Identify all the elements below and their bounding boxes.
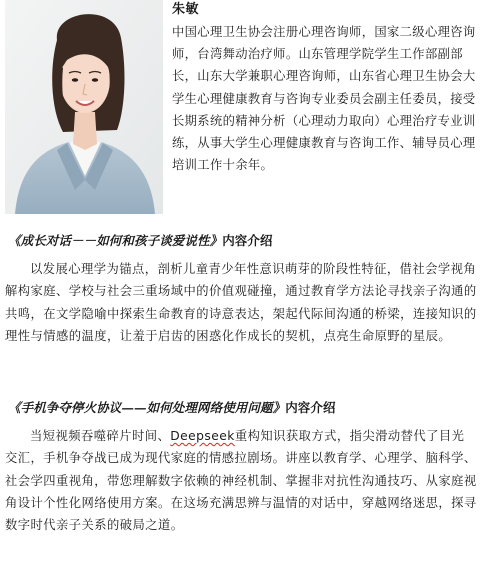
speaker-bio: 中国心理卫生协会注册心理咨询师，国家二级心理咨询师，台湾舞动治疗师。山东管理学院学生工作部副部长，山东大学兼职心理咨询师，山东省心理卫生协会大学生心理健康教育与咨询专业委员会副主任委员，接受长期系统的精神分析（心理动力取向）心理治疗专业训练，从事大学生心理健康教育与咨询工作、辅导员心理培训工作十余年。 (172, 25, 476, 173)
lecture1-description: 以发展心理学为锚点，剖析儿童青少年性意识萌芽的阶段性特征，借社会学视角解构家庭、学校与社会三重场域中的价值观碰撞，通过教育学方法论寻找亲子沟通的共鸣，在文学隐喻中探索生命教育的诗意表达，架起代际间沟通的桥梁，连接知识的理性与情感的温度，让羞于启齿的困惑化作成长的契机，点亮生命原野的星辰。 (5, 262, 477, 343)
lecture2-title: 《手机争夺停火协议——如何处理网络使用问题》 (8, 400, 286, 415)
lecture1-heading (8, 231, 478, 251)
bio-block (172, 0, 477, 176)
speaker-name: 朱敏 (172, 2, 200, 17)
spellcheck-flagged-word[interactable]: Deepseek (170, 429, 235, 443)
lecture2-heading (8, 398, 478, 418)
lecture1-title: 《成长对话－－如何和孩子谈爱说性》 (8, 233, 223, 248)
lecture1-heading-suffix: 内容介绍 (222, 233, 273, 248)
lecture2-body-start: 当短视频吞噬碎片时间、 (30, 429, 171, 443)
lecture2-heading-suffix: 内容介绍 (285, 400, 336, 415)
lecture2-description (5, 425, 477, 536)
portrait-photo (5, 0, 163, 214)
lecture2-body-rest: 重构知识获取方式，指尖滑动替代了目光交汇，手机争夺战已成为现代家庭的情感拉剧场。讲座以教育学、心理学、脑科学、社会学四重视角，带您理解数字依赖的神经机制、掌握非对抗性沟通技巧、从家庭视角设计个性化网络使用方案。在这场充满思辨与温情的对话中，穿越网络迷思，探寻数字时代亲子关系的破局之道。 (5, 429, 477, 533)
